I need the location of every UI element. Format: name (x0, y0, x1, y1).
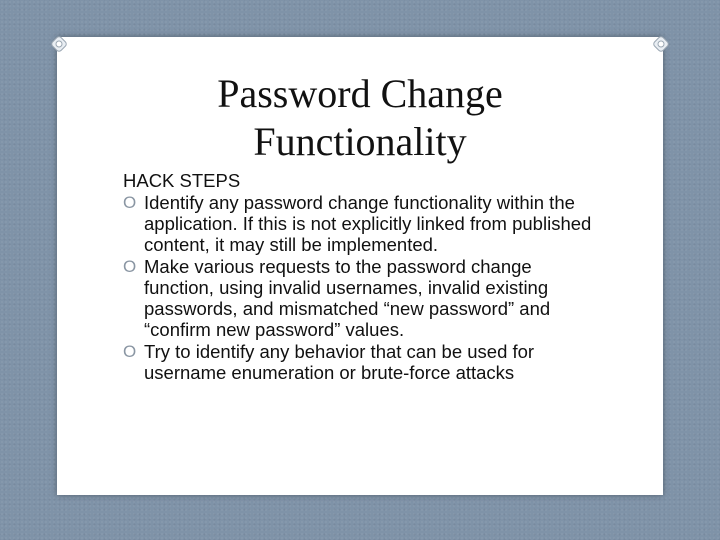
bullet-marker-icon: O (123, 342, 137, 361)
list-item (123, 256, 593, 340)
pushpin-icon (48, 33, 70, 55)
list-item (123, 192, 593, 255)
slide-title (130, 70, 590, 166)
section-heading: HACK STEPS (123, 170, 241, 191)
pushpin-icon (650, 33, 672, 55)
bullet-text: Try to identify any behavior that can be used for username enumeration or brute-force attacks (144, 341, 535, 383)
slide-title-line2: Functionality (253, 119, 467, 164)
slide-body (123, 170, 593, 383)
bullet-list (123, 192, 593, 383)
bullet-text: Identify any password change functionality within the application. If this is not explicitly linked from published content, it may still be implemented. (144, 192, 592, 255)
bullet-marker-icon: O (123, 257, 137, 276)
bullet-marker-icon: O (123, 193, 137, 212)
bullet-text: Make various requests to the password change function, using invalid usernames, invalid existing passwords, and mismatched “new password” and “confirm new password” values. (144, 256, 551, 340)
slide-title-line1: Password Change (217, 71, 503, 116)
list-item (123, 341, 593, 383)
